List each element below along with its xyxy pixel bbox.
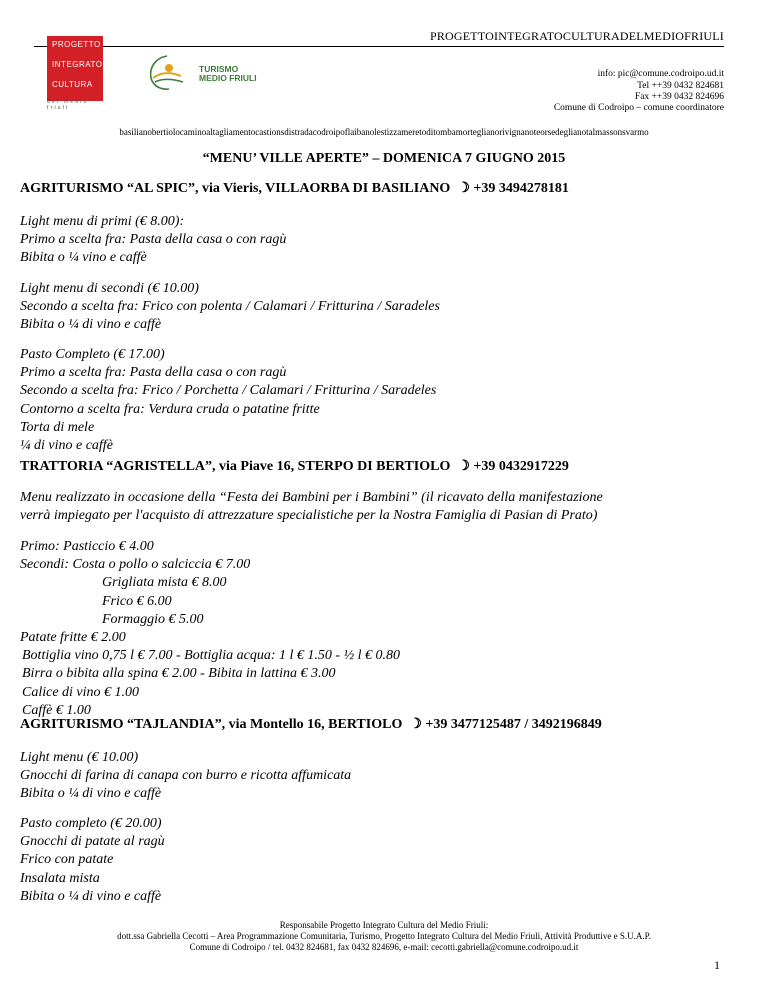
menu-line: Caffè € 1.00 bbox=[22, 702, 91, 718]
municipalities-list: basilianobertiolocaminoaltagliamentocastionsdistradacodroipoflaibanolestizzameretoditombamorteglianorivignanoteorsedeglianotalmassonsvarmo bbox=[119, 127, 649, 137]
logo-line-1: PROGETTO bbox=[52, 40, 101, 49]
menu-line: Light menu (€ 10.00) bbox=[20, 750, 139, 765]
footer-line: Responsabile Progetto Integrato Cultura del Medio Friuli: bbox=[279, 920, 489, 930]
menu-line: Secondi: Costa o pollo o salciccia € 7.00 bbox=[20, 557, 251, 573]
telephone-icon: ☽ bbox=[453, 181, 470, 196]
menu-block bbox=[20, 815, 165, 906]
menu-line: Light menu di secondi (€ 10.00) bbox=[20, 281, 199, 296]
menu-line: Primo a scelta fra: Pasta della casa o con ragù bbox=[20, 365, 287, 381]
restaurant-phone: +39 3477125487 / 3492196849 bbox=[425, 717, 602, 732]
menu-line: Bibita o ¼ di vino e caffè bbox=[20, 888, 162, 904]
menu-line: Insalata mista bbox=[20, 870, 100, 886]
page-number: 1 bbox=[714, 958, 720, 972]
menu-line: Frico € 6.00 bbox=[102, 593, 172, 609]
restaurant-note bbox=[20, 489, 603, 525]
restaurant-heading bbox=[20, 180, 569, 197]
logo-line-3: CULTURA bbox=[52, 80, 93, 89]
menu-block bbox=[20, 749, 351, 804]
menu-line: Pasto Completo (€ 17.00) bbox=[20, 347, 165, 362]
turismo-logo-line-1: TURISMO bbox=[199, 64, 239, 74]
footer-line: dott.ssa Gabriella Cecotti – Area Programmazione Comunitaria, Turismo, Progetto Integrato Cultura del Medio Friuli, Attività Produttive e S.U.A.P. bbox=[117, 931, 651, 941]
restaurant-heading bbox=[20, 716, 602, 733]
menu-line: Formaggio € 5.00 bbox=[102, 611, 204, 627]
menu-line: Grigliata mista € 8.00 bbox=[102, 575, 227, 591]
menu-line: Birra o bibita alla spina € 2.00 - Bibita in lattina € 3.00 bbox=[22, 666, 336, 682]
menu-line: Bibita o ¼ di vino e caffè bbox=[20, 786, 162, 802]
turismo-logo-line-2: MEDIO FRIULI bbox=[199, 73, 257, 83]
logo-line-2: INTEGRATO bbox=[52, 60, 103, 69]
turismo-logo bbox=[147, 52, 267, 92]
contact-tel: Tel ++39 0432 824681 bbox=[637, 81, 724, 91]
menu-line: Secondo a scelta fra: Frico / Porchetta / Calamari / Fritturina / Saradeles bbox=[20, 383, 437, 399]
menu-line: Contorno a scelta fra: Verdura cruda o patatine fritte bbox=[20, 401, 320, 417]
note-line: Menu realizzato in occasione della “Festa dei Bambini per i Bambini” (il ricavato della manifestazione bbox=[20, 490, 603, 505]
menu-line: Secondo a scelta fra: Frico con polenta / Calamari / Fritturina / Saradeles bbox=[20, 299, 440, 315]
menu-line: ¼ di vino e caffè bbox=[20, 438, 113, 454]
menu-line: Light menu di primi (€ 8.00): bbox=[20, 214, 185, 229]
event-title: “MENU’ VILLE APERTE” – DOMENICA 7 GIUGNO 2015 bbox=[202, 151, 566, 166]
contact-info: info: pic@comune.codroipo.ud.it bbox=[597, 69, 724, 79]
menu-line: Frico con patate bbox=[20, 852, 114, 868]
restaurant-heading bbox=[20, 458, 569, 475]
pic-logo-subtitle: del medio friuli bbox=[47, 99, 89, 111]
restaurant-name: AGRITURISMO “AL SPIC”, via Vieris, VILLAORBA DI BASILIANO bbox=[20, 181, 451, 196]
menu-block bbox=[20, 280, 440, 335]
menu-block bbox=[20, 213, 286, 268]
restaurant-name: AGRITURISMO “TAJLANDIA”, via Montello 16, BERTIOLO bbox=[20, 717, 403, 732]
telephone-icon: ☽ bbox=[453, 459, 470, 474]
turismo-logo-icon bbox=[147, 52, 195, 92]
footer-line: Comune di Codroipo / tel. 0432 824681, fax 0432 824696, e-mail: cecotti.gabriella@comune.codroipo.ud.it bbox=[189, 942, 579, 952]
menu-line: Bibita o ¼ vino e caffè bbox=[20, 250, 147, 266]
menu-line: Patate fritte € 2.00 bbox=[20, 630, 126, 646]
menu-line: Primo a scelta fra: Pasta della casa o con ragù bbox=[20, 232, 287, 248]
contact-fax: Fax ++39 0432 824696 bbox=[634, 92, 724, 102]
menu-line: Gnocchi di patate al ragù bbox=[20, 834, 165, 850]
project-title: PROGETTOINTEGRATOCULTURADELMEDIOFRIULI bbox=[429, 29, 724, 43]
menu-line: Torta di mele bbox=[20, 419, 95, 435]
menu-line: Calice di vino € 1.00 bbox=[22, 684, 140, 700]
contact-coordinator: Comune di Codroipo – comune coordinatore bbox=[553, 103, 724, 113]
menu-line: Pasto completo (€ 20.00) bbox=[20, 816, 162, 831]
menu-block bbox=[20, 346, 436, 455]
menu-line: Bibita o ¼ di vino e caffè bbox=[20, 317, 162, 333]
restaurant-phone: +39 0432917229 bbox=[473, 459, 569, 474]
restaurant-phone: +39 3494278181 bbox=[473, 181, 569, 196]
menu-line: Primo: Pasticcio € 4.00 bbox=[20, 539, 154, 554]
telephone-icon: ☽ bbox=[405, 717, 422, 732]
pic-logo bbox=[47, 36, 103, 101]
footer bbox=[0, 920, 768, 953]
menu-line: Gnocchi di farina di canapa con burro e ricotta affumicata bbox=[20, 768, 352, 784]
header-rule bbox=[34, 46, 724, 47]
note-line: verrà impiegato per l'acquisto di attrezzature specialistiche per la Nostra Famiglia di Pasian di Prato) bbox=[20, 508, 598, 524]
menu-block bbox=[20, 538, 400, 720]
menu-line: Bottiglia vino 0,75 l € 7.00 - Bottiglia acqua: 1 l € 1.50 - ½ l € 0.80 bbox=[22, 648, 400, 664]
restaurant-name: TRATTORIA “AGRISTELLA”, via Piave 16, STERPO DI BERTIOLO bbox=[20, 459, 451, 474]
